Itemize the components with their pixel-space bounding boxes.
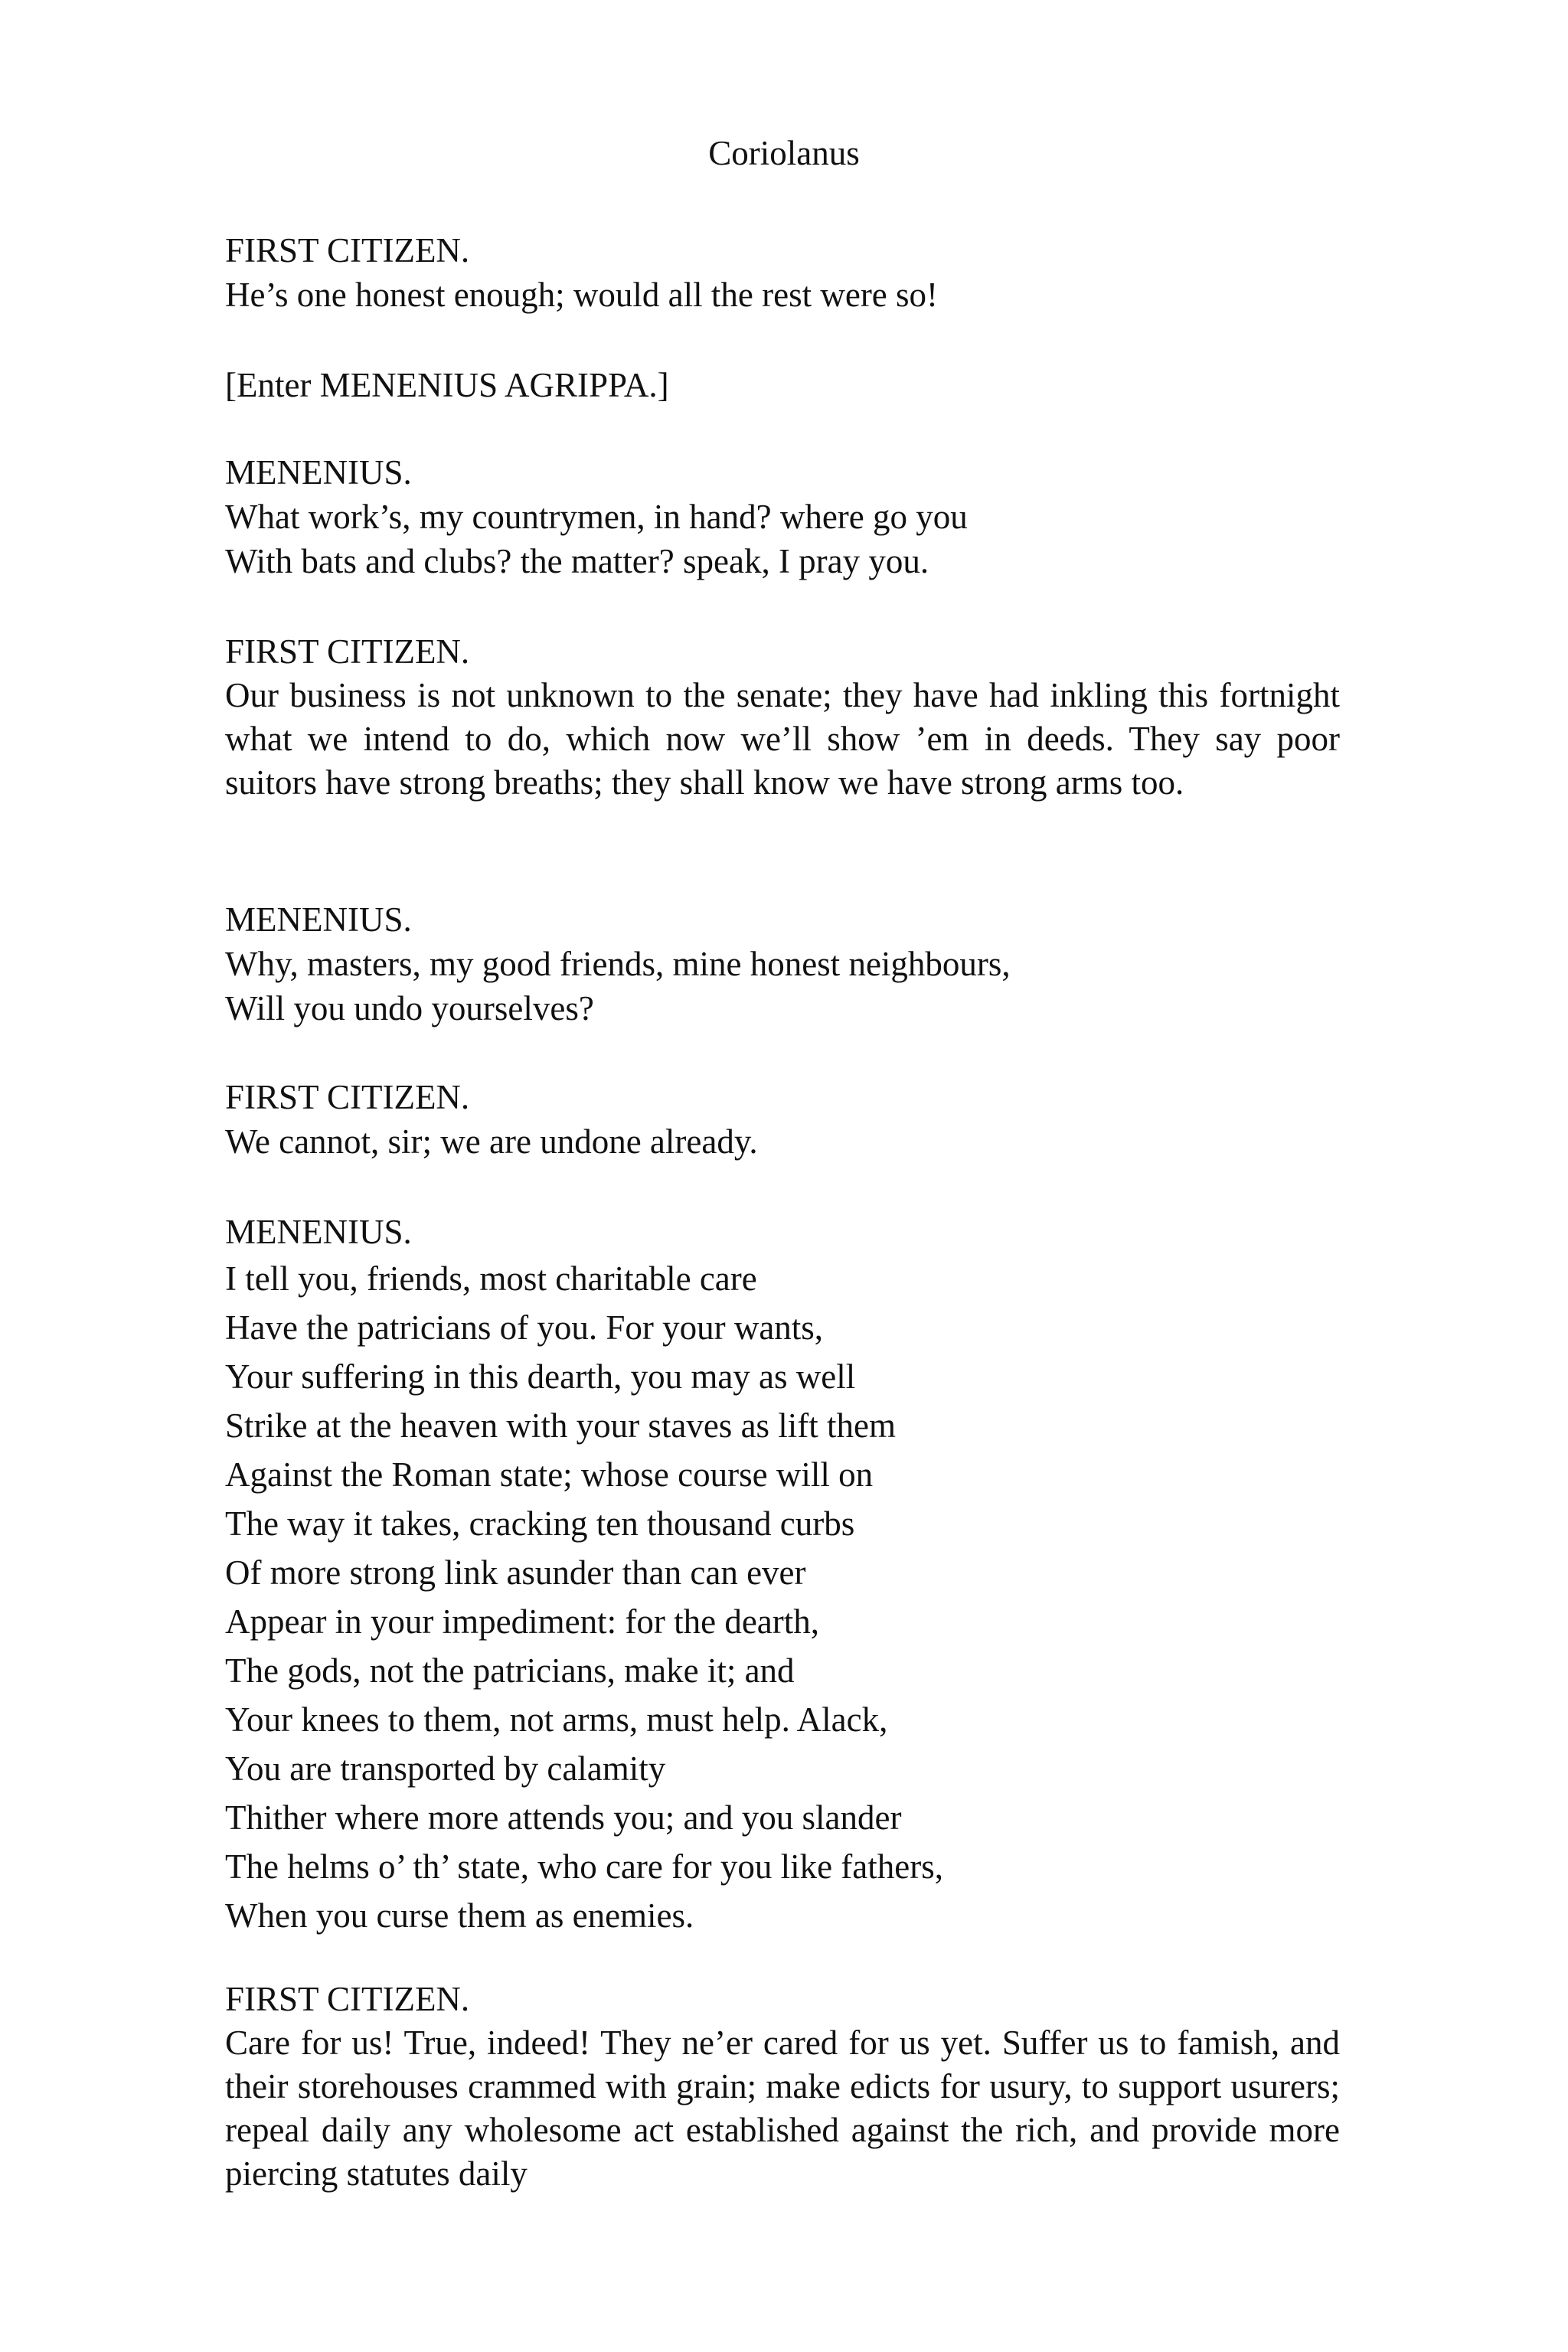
verse-line: He’s one honest enough; would all the rest were so! — [225, 276, 939, 314]
verse-line: Have the patricians of you. For your wants, — [225, 1308, 824, 1347]
speaker-name: FIRST CITIZEN. — [225, 1980, 470, 2018]
verse-line: Your suffering in this dearth, you may as well — [225, 1357, 856, 1396]
verse-line: With bats and clubs? the matter? speak, I pray you. — [225, 542, 929, 580]
verse-line: Of more strong link asunder than can ever — [225, 1553, 806, 1592]
verse-line: Will you undo yourselves? — [225, 989, 594, 1027]
speech-block — [225, 629, 1340, 805]
verse-line: Appear in your impediment: for the dearth, — [225, 1602, 820, 1641]
verse-line: What work’s, my countrymen, in hand? where go you — [225, 498, 968, 536]
speech-block — [225, 1977, 1340, 2196]
speaker-name: MENENIUS. — [225, 1213, 412, 1251]
verse-line: I tell you, friends, most charitable care — [225, 1259, 757, 1298]
speaker-name: FIRST CITIZEN. — [225, 1078, 470, 1116]
speaker-name: FIRST CITIZEN. — [225, 231, 470, 270]
speaker-name: FIRST CITIZEN. — [225, 632, 470, 671]
speech-block — [225, 1210, 1340, 1940]
speaker-name: MENENIUS. — [225, 900, 412, 939]
verse-line: The gods, not the patricians, make it; and — [225, 1651, 795, 1690]
verse-line: Thither where more attends you; and you slander — [225, 1798, 902, 1837]
speech-block — [225, 228, 1340, 317]
prose-paragraph: Care for us! True, indeed! They ne’er cared for us yet. Suffer us to famish, and their storehouses crammed with grain; make edicts for usury, to support usurers; repeal daily any wholesome act established against the rich, and provide more piercing statutes daily — [225, 2024, 1340, 2193]
speech-block — [225, 450, 1340, 583]
verse-line: Against the Roman state; whose course will on — [225, 1455, 874, 1494]
verse-line: You are transported by calamity — [225, 1749, 666, 1788]
verse-line: Your knees to them, not arms, must help. Alack, — [225, 1700, 888, 1739]
stage-direction: [Enter MENENIUS AGRIPPA.] — [225, 366, 669, 404]
verse-line: The helms o’ th’ state, who care for you like fathers, — [225, 1847, 943, 1886]
verse-line: Strike at the heaven with your staves as lift them — [225, 1406, 897, 1445]
speaker-name: MENENIUS. — [225, 453, 412, 492]
prose-paragraph: Our business is not unknown to the senate; they have had inkling this fortnight what we intend to do, which now we’ll show ’em in deeds. They say poor suitors have strong breaths; they shall know we have strong arms too. — [225, 676, 1340, 802]
speech-block — [225, 897, 1340, 1031]
verse-line: Why, masters, my good friends, mine honest neighbours, — [225, 945, 1011, 983]
speech-block — [225, 1075, 1340, 1164]
verse-line: The way it takes, cracking ten thousand curbs — [225, 1504, 855, 1543]
verse-line: When you curse them as enemies. — [225, 1896, 694, 1935]
verse-line: We cannot, sir; we are undone already. — [225, 1122, 758, 1161]
page-title: Coriolanus — [708, 134, 860, 172]
verse-group — [225, 1254, 1340, 1940]
